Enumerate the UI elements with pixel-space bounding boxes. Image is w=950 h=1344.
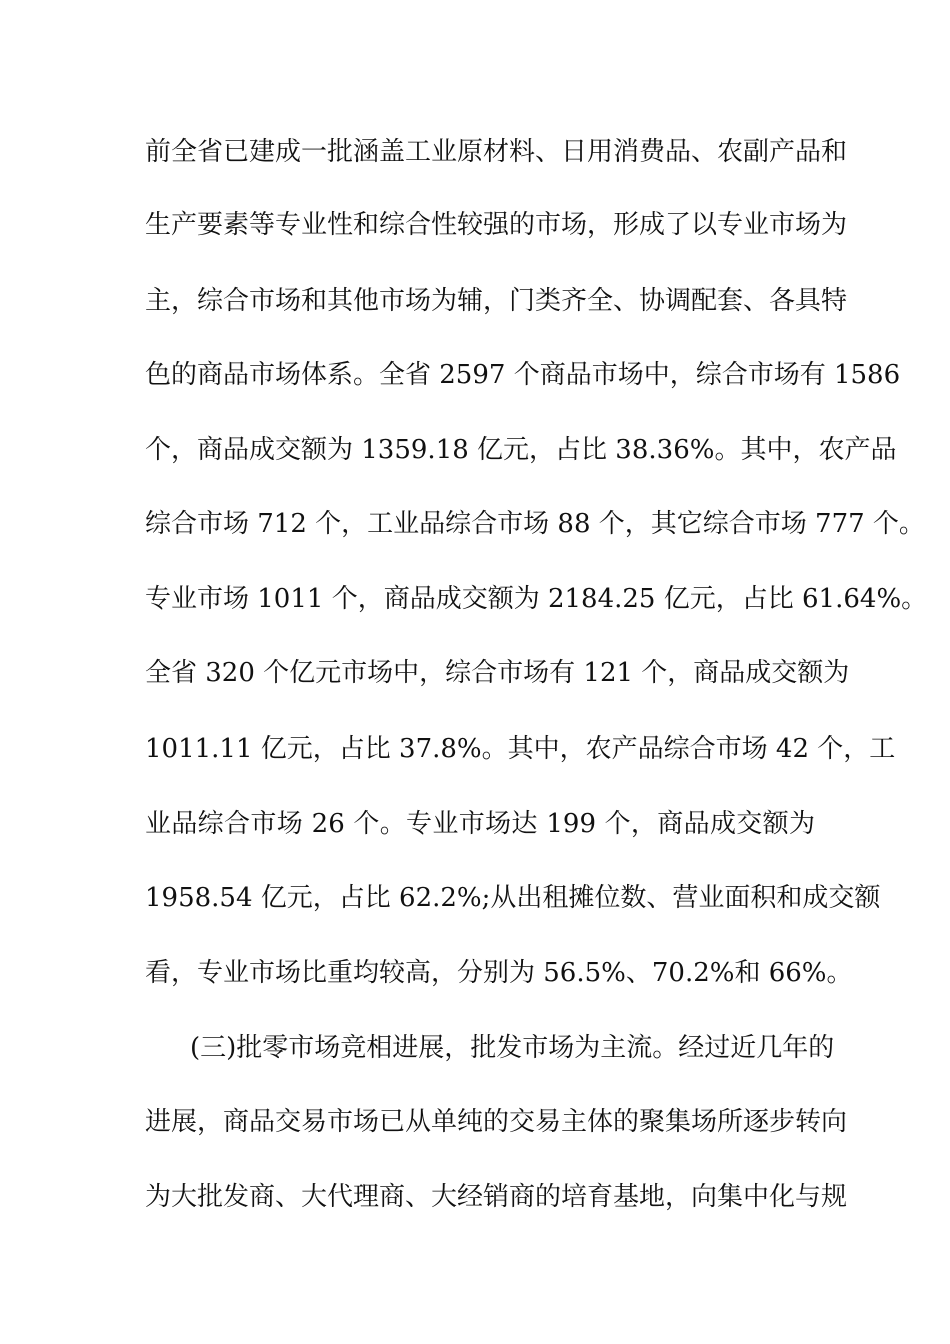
paragraph-1-line-8: 全省 320 个亿元市场中，综合市场有 121 个，商品成交额为: [145, 658, 850, 688]
paragraph-1-line-9: 1011.11 亿元，占比 37.8%。其中，农产品综合市场 42 个，工: [145, 734, 896, 764]
paragraph-2-line-1: (三)批零市场竞相进展，批发市场为主流。经过近几年的: [190, 1033, 835, 1063]
paragraph-1-line-1: 前全省已建成一批涵盖工业原材料、日用消费品、农副产品和: [145, 137, 848, 167]
paragraph-1-line-6: 综合市场 712 个，工业品综合市场 88 个，其它综合市场 777 个。: [145, 509, 925, 539]
paragraph-2-line-3: 为大批发商、大代理商、大经销商的培育基地，向集中化与规: [145, 1182, 848, 1212]
paragraph-1-line-7: 专业市场 1011 个，商品成交额为 2184.25 亿元，占比 61.64%。: [145, 584, 928, 614]
paragraph-1-line-3: 主，综合市场和其他市场为辅，门类齐全、协调配套、各具特: [145, 286, 848, 316]
paragraph-1-line-4: 色的商品市场体系。全省 2597 个商品市场中，综合市场有 1586: [145, 360, 901, 390]
paragraph-1-line-2: 生产要素等专业性和综合性较强的市场，形成了以专业市场为: [145, 210, 848, 240]
paragraph-1-line-11: 1958.54 亿元，占比 62.2%;从出租摊位数、营业面积和成交额: [145, 883, 881, 913]
paragraph-2-line-2: 进展，商品交易市场已从单纯的交易主体的聚集场所逐步转向: [145, 1107, 848, 1137]
paragraph-1-line-12: 看，专业市场比重均较高，分别为 56.5%、70.2%和 66%。: [145, 958, 853, 988]
paragraph-1-line-5: 个，商品成交额为 1359.18 亿元，占比 38.36%。其中，农产品: [145, 435, 897, 465]
paragraph-1-line-10: 业品综合市场 26 个。专业市场达 199 个，商品成交额为: [145, 809, 815, 839]
